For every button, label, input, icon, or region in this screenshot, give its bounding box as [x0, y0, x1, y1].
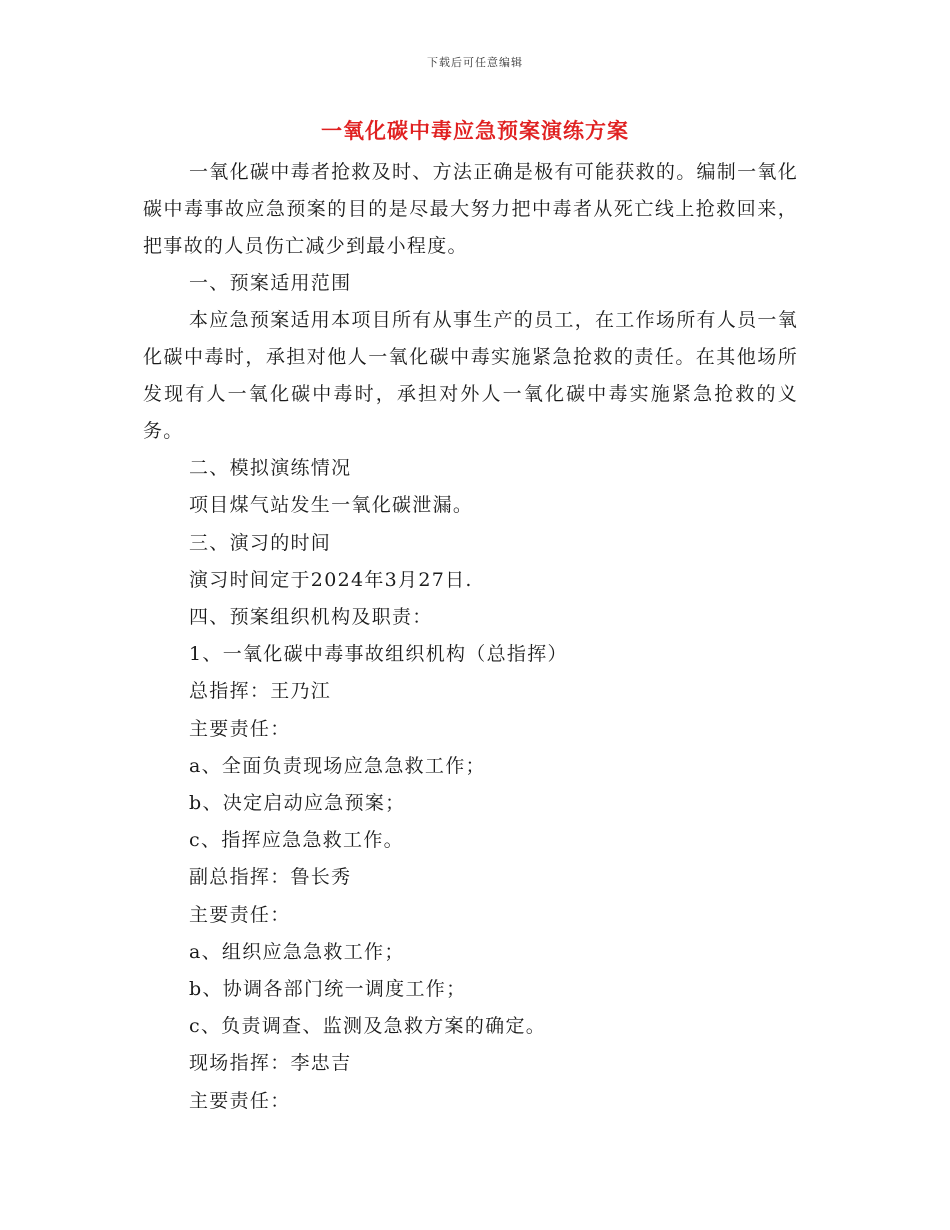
responsibility-item: c、负责调查、监测及急救方案的确定。 — [189, 1015, 547, 1038]
responsibility-item: b、协调各部门统一调度工作； — [189, 978, 467, 1001]
drill-time-line: 演习时间定于2024年3月27日. — [189, 568, 473, 591]
responsibility-item: c、指挥应急急救工作。 — [189, 829, 404, 852]
responsibility-label: 主要责任： — [189, 717, 291, 740]
responsibility-item: b、决定启动应急预案； — [189, 792, 406, 815]
intro-paragraph: 一氧化碳中毒者抢救及时、方法正确是极有可能获救的。编制一氧化碳中毒事故应急预案的目的是尽最大努力把中毒者从死亡线上抢救回来，把事故的人员伤亡减少到最小程度。 — [143, 161, 799, 257]
section-heading-scope: 一、预案适用范围 — [189, 272, 352, 294]
deputy-commander-line: 副总指挥：鲁长秀 — [189, 866, 352, 889]
header-note: 下载后可任意编辑 — [427, 56, 523, 69]
scope-paragraph: 本应急预案适用本项目所有从事生产的员工，在工作场所有人员一氧化碳中毒时，承担对他人一氧化碳中毒实施紧急抢救的责任。在其他场所发现有人一氧化碳中毒时，承担对外人一氧化碳中毒实施紧急抢救的义务。 — [143, 309, 799, 443]
section-heading-organization: 四、预案组织机构及职责： — [189, 606, 433, 629]
drill-scenario-line: 项目煤气站发生一氧化碳泄漏。 — [189, 494, 474, 517]
section-heading-time: 三、演习的时间 — [189, 531, 332, 554]
document-title: 一氧化碳中毒应急预案演练方案 — [321, 118, 629, 143]
responsibility-label: 主要责任： — [189, 903, 291, 926]
organization-subheading: 1、一氧化碳中毒事故组织机构（总指挥） — [189, 643, 568, 666]
site-commander-line: 现场指挥：李忠吉 — [189, 1052, 352, 1075]
section-heading-drill: 二、模拟演练情况 — [189, 457, 352, 480]
commander-line: 总指挥：王乃江 — [189, 680, 332, 703]
document-body — [143, 154, 798, 1120]
responsibility-item: a、组织应急急救工作； — [189, 940, 405, 963]
responsibility-label: 主要责任： — [189, 1089, 291, 1112]
responsibility-item: a、全面负责现场应急急救工作； — [189, 754, 486, 777]
